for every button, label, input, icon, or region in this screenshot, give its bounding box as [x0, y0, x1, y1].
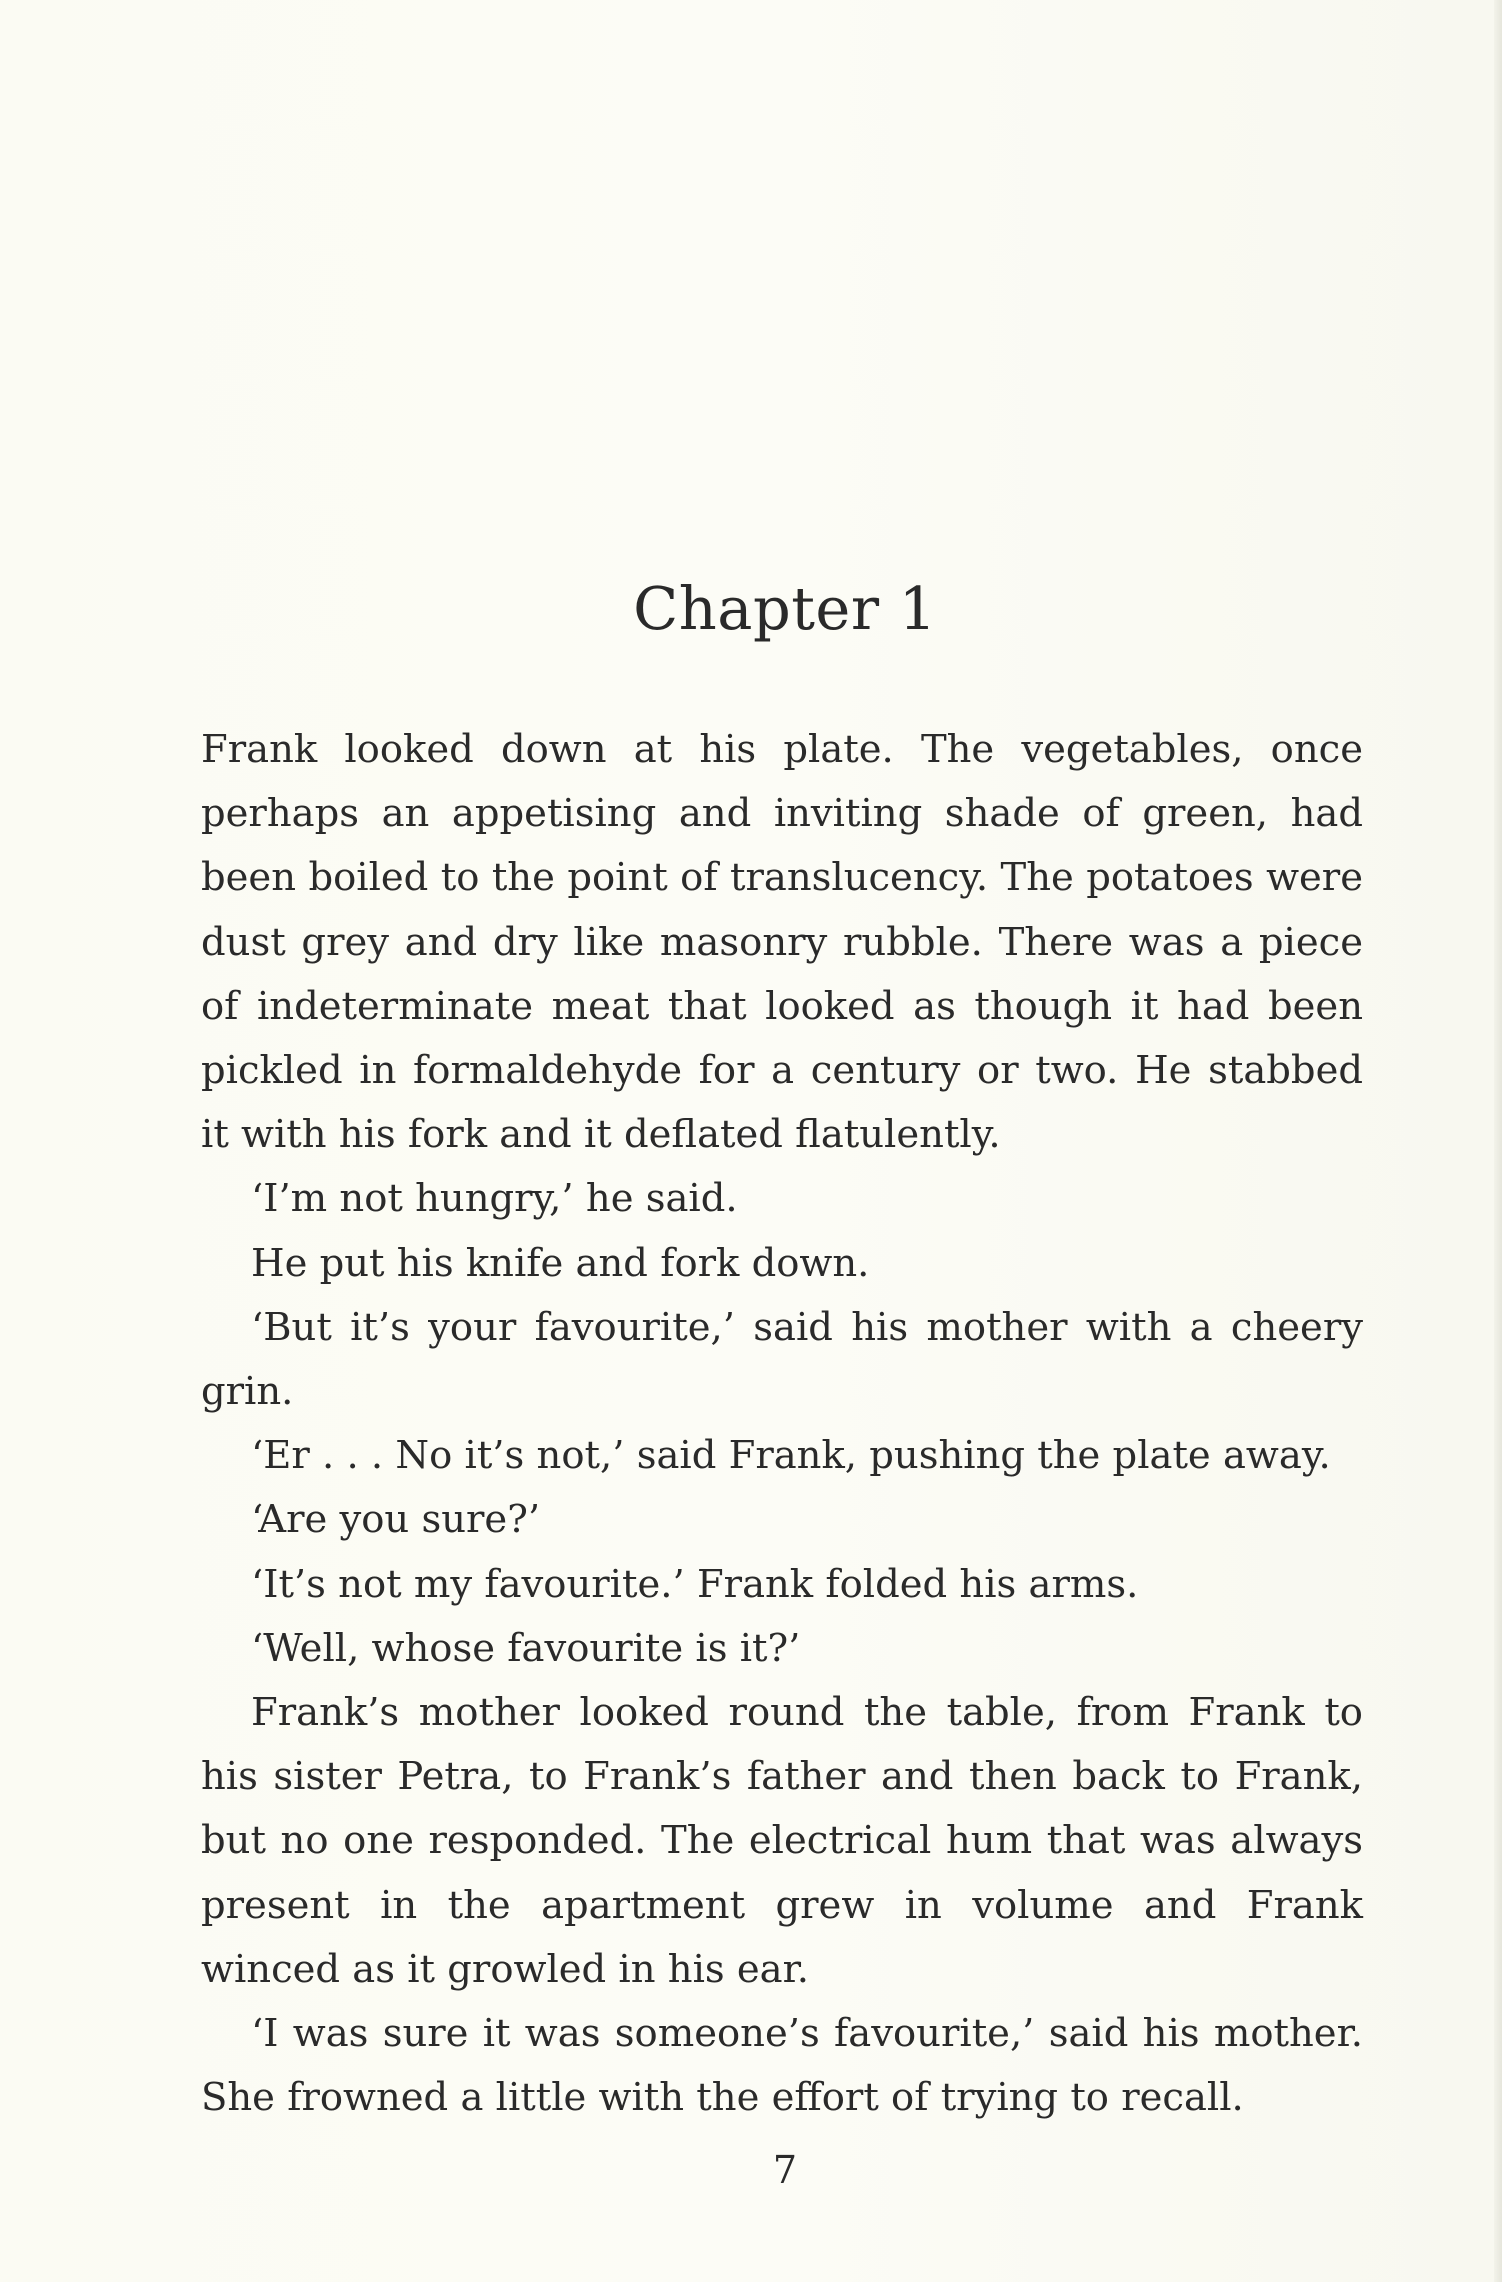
- chapter-title: Chapter 1: [633, 574, 937, 643]
- paragraph: He put his knife and fork down.: [251, 1240, 870, 1286]
- body-text: [201, 718, 1363, 2130]
- page-edge: [1494, 0, 1502, 2282]
- paragraph: ‘Well, whose favourite is it?’: [251, 1625, 801, 1671]
- paragraph: ‘Are you sure?’: [251, 1497, 541, 1543]
- paragraph: Frank looked down at his plate. The vegetables, once perhaps an appetising and inviting shade of green, had been boiled to the point of translucency. The potatoes were dust grey and dry like masonry rubble. There was a piece of indeterminate meat that looked as though it had been pickled in formaldehyde for a century or two. He stabbed it with his fork and it deflated flatulently.: [201, 727, 1363, 1158]
- paragraph: ‘I was sure it was someone’s favourite,’ said his mother. She frowned a little with the effort of trying to recall.: [201, 2011, 1363, 2121]
- paragraph: ‘But it’s your favourite,’ said his mother with a cheery grin.: [201, 1304, 1363, 1415]
- paragraph: Frank’s mother looked round the table, from Frank to his sister Petra, to Frank’s father and then back to Frank, but no one responded. The electrical hum that was always present in the apartment grew in volume and Frank winced as it growled in his ear.: [201, 1690, 1363, 1992]
- paragraph: ‘Er . . . No it’s not,’ said Frank, pushing the plate away.: [251, 1433, 1331, 1479]
- paragraph: ‘It’s not my favourite.’ Frank folded his arms.: [251, 1561, 1139, 1607]
- page-number: 7: [772, 2148, 798, 2192]
- paragraph: ‘I’m not hungry,’ he said.: [251, 1176, 738, 1222]
